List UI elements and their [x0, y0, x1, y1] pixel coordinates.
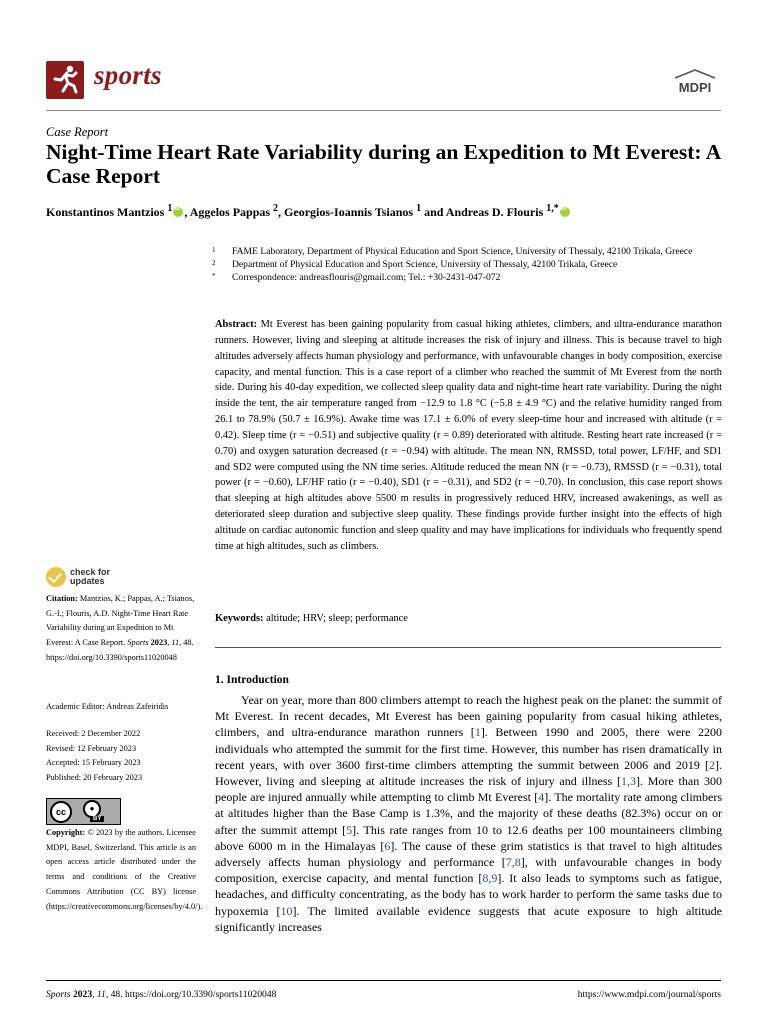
section-divider — [215, 647, 721, 648]
orcid-icon[interactable] — [173, 207, 183, 217]
author-name: Andreas D. Flouris — [445, 205, 544, 219]
check-updates-icon — [46, 567, 66, 587]
keywords: Keywords: altitude; HRV; sleep; performance — [215, 613, 408, 624]
citation-link[interactable]: 1,3 — [620, 774, 636, 789]
citation-link[interactable]: 5 — [346, 822, 353, 837]
cc-icon: cc — [50, 801, 72, 823]
runner-logo-icon — [46, 61, 84, 99]
citation-link[interactable]: 4 — [538, 790, 545, 805]
citation-link[interactable]: 2 — [709, 757, 715, 772]
abstract-label: Abstract: — [215, 319, 258, 330]
orcid-icon[interactable] — [560, 207, 570, 217]
header-divider — [46, 110, 721, 111]
citation-block: Citation: Mantzios, K.; Pappas, A.; Tsianos, G.-I.; Flouris, A.D. Night-Time Heart Rate Variability during an Expedition to Mt Everest: A Case Report. Sports 2023, 11, 48. https://doi.org/10.3390/sports11020048 — [46, 594, 195, 662]
journal-name: sports — [94, 60, 162, 90]
publication-dates: Received: 2 December 2022 Revised: 12 February 2023 Accepted: 15 February 2023 Published: 20 February 2023 — [46, 729, 143, 783]
journal-url-link[interactable]: https://www.mdpi.com/journal/sports — [577, 989, 721, 1000]
citation-link[interactable]: 6 — [384, 838, 391, 853]
copyright-notice: Copyright: © 2023 by the authors. Licensee MDPI, Basel, Switzerland. This article is an open access article distributed under the terms and conditions of the Creative Commons Attribution (CC BY) license (https://creativecommons.org/licenses/by/4.0/). — [46, 828, 203, 911]
svg-text:MDPI: MDPI — [678, 80, 712, 95]
footer-divider — [46, 980, 721, 981]
abstract — [215, 317, 722, 555]
person-icon: ● — [83, 800, 101, 818]
journal-header — [46, 58, 721, 104]
citation-link[interactable]: 8,9 — [482, 871, 498, 886]
mdpi-logo[interactable] — [669, 68, 721, 96]
author-name: Aggelos Pappas — [189, 205, 271, 219]
section-heading: 1. Introduction — [215, 674, 289, 686]
introduction-paragraph: Year on year, more than 800 climbers attempt to reach the highest peak on the planet: the summit of Mt Everest. In recent decades, Mt Everest has been gaining popularity from casual hiking athletes, climbers, and ultra-endurance marathon runners [1]. Between 1990 and 2005, there were 2200 individuals who attempted the summit for the first time. However, this number has risen dramatically in recent years, with over 3600 first-time climbers attempting the summit between 2006 and 2019 [2]. However, living and sleeping at altitude increases the risk of injury and illness [1,3]. More than 300 people are injured annually while attempting to climb Mt Everest [4]. The mortality rate among climbers at altitudes higher than the Base Camp is 1.3%, and the majority of these deaths (82.3%) occur on or after the summit attempt [5]. This rate ranges from 10 to 12.6 deaths per 100 mountaineers climbing above 6000 m in the Himalayas [6]. The cause of these grim statistics is that travel to high altitudes adversely affects human physiology and performance [7,8], with unfavourable changes in body composition, exercise capacity, and mental function [8,9]. It also leads to symptoms such as fatigue, headaches, and difficulty concentrating, as the body has to work harder to perform the same tasks due to hypoxemia [10]. The limited available evidence suggests that acute exposure to high altitude significantly increases — [215, 693, 723, 934]
cc-by-license-badge[interactable]: cc ● BY — [46, 798, 121, 825]
citation-link[interactable]: 1 — [474, 725, 481, 740]
footer-citation: Sports 2023, 11, 48. https://doi.org/10.3390/sports11020048 — [46, 989, 277, 1000]
check-for-updates-button[interactable]: check for updates — [46, 567, 126, 589]
correspondence: * Correspondence: andreasflouris@gmail.com; Tel.: +30-2431-047-072 — [212, 271, 501, 283]
affiliation: 2 Department of Physical Education and Sport Science, University of Thessaly, 42100 Trikala, Greece — [212, 258, 618, 270]
article-type: Case Report — [46, 125, 109, 139]
author-name: Georgios-Ioannis Tsianos — [284, 205, 414, 219]
author-name: Konstantinos Mantzios — [46, 205, 165, 219]
affiliation: 1 FAME Laboratory, Department of Physical Education and Sport Science, University of Thessaly, 42100 Trikala, Greece — [212, 246, 693, 257]
article-title: Night-Time Heart Rate Variability during an Expedition to Mt Everest: A Case Report — [46, 140, 721, 188]
citation-link[interactable]: 7,8 — [505, 855, 521, 870]
abstract-text: Mt Everest has been gaining popularity from casual hiking athletes, climbers, and ultra-endurance marathon runners. However, living and sleeping at altitude increases the risk of injury and illness. This is because travel to high altitudes adversely affects human physiology and performance, with unfavourable changes in body composition, exercise capacity, and mental function. This is a case report of a climber who reached the summit of Mt Everest from the north side. During his 40-day expedition, we collected sleep quality data and night-time heart rate variability. During the night inside the tent, the air temperature ranged from −12.9 to 1.8 °C (−5.8 ± 4.9 °C) and the relative humidity ranged from 26.1 to 78.9% (50.7 ± 16.9%). Awake time was 17.1 ± 6.0% of every sleep-time hour and increased with altitude (r = 0.42). Sleep time (r = −0.51) and subjective quality (r = 0.89) deteriorated with altitude. Resting heart rate increased (r = 0.70) and oxygen saturation decreased (r = −0.94) with altitude. The mean NN, RMSSD, total power, LF/HF, and SD1 and SD2 were computed using the NN time series. Altitude reduced the mean NN (r = −0.73), RMSSD (r = −0.31), total power (r = −0.60), LF/HF ratio (r = −0.40), SD1 (r = −0.31), and SD2 (r = −0.70). In conclusion, this case report shows that sleeping at high altitudes above 5500 m results in progressively reduced HRV, increased awakenings, as well as deteriorated sleep duration and subjective sleep quality. These findings provide further insight into the effects of high altitude on cardiac autonomic function and sleep quality and may have implications for individuals who frequently spend time at high altitudes, such as climbers. — [215, 319, 722, 552]
author-list: Konstantinos Mantzios $^1$iD , Aggelos Pappas $^2$, Georgios-Ioannis Tsianos $^1$ and Andreas D. Flouris $^{1,*}$iD — [46, 203, 726, 220]
citation-link[interactable]: 10 — [280, 903, 293, 918]
affiliations — [210, 246, 720, 284]
academic-editor: Academic Editor: Andreas Zafeiridis — [46, 702, 169, 711]
